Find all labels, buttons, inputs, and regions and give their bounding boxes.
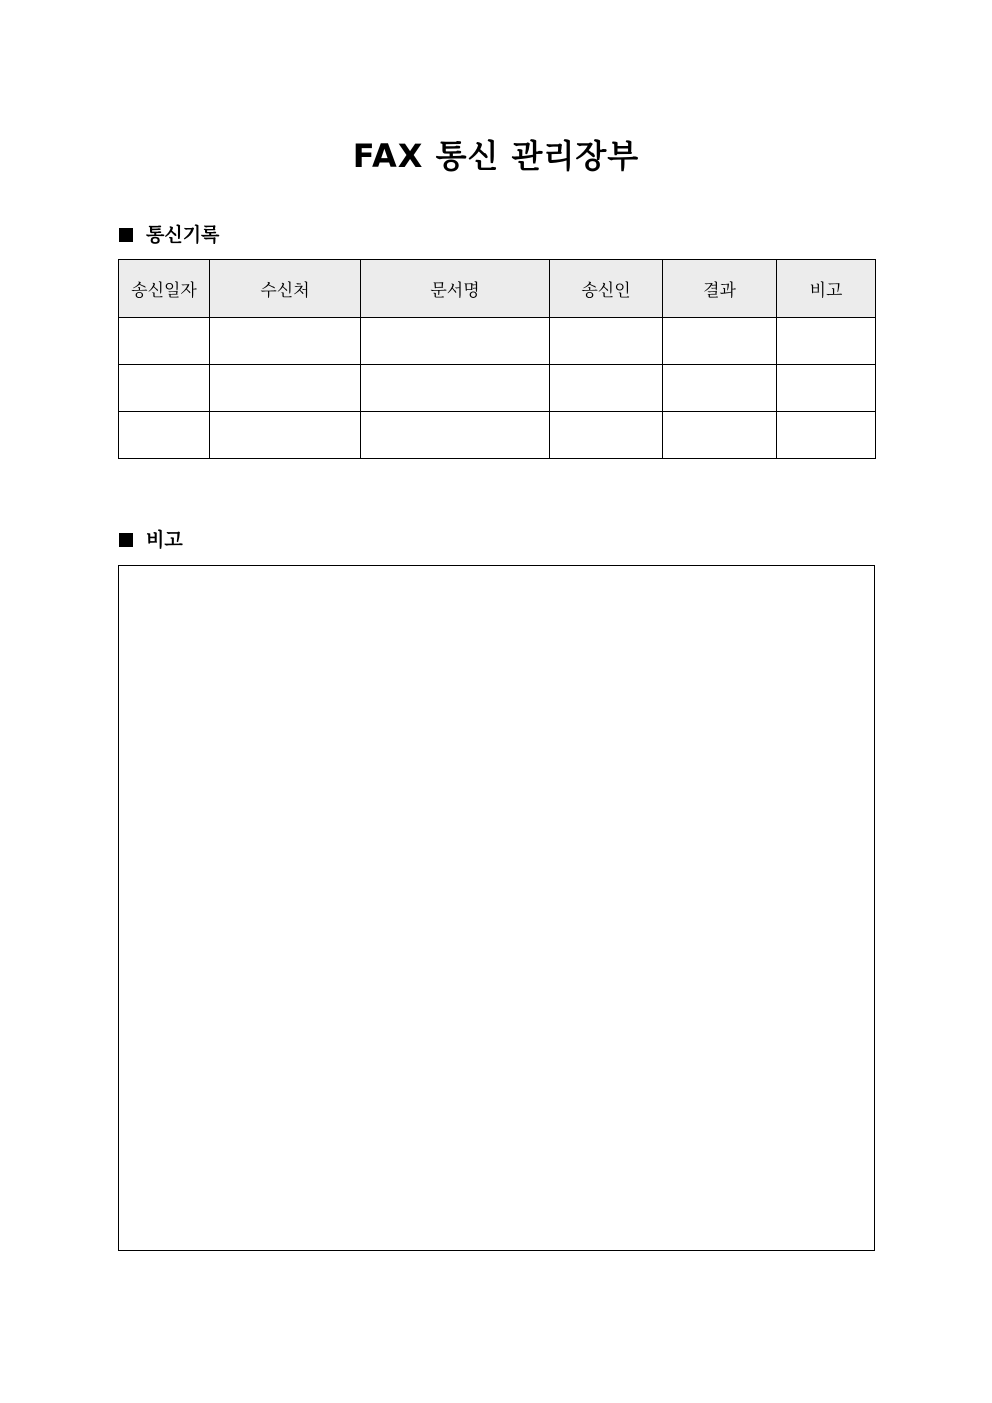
table-cell[interactable]: [663, 318, 777, 365]
table-cell[interactable]: [777, 365, 876, 412]
table-cell[interactable]: [361, 318, 550, 365]
page-title: FAX 통신 관리장부: [352, 137, 640, 175]
notes-box[interactable]: [118, 565, 875, 1251]
column-header-sender: 송신인: [550, 260, 663, 318]
column-header-result: 결과: [663, 260, 777, 318]
column-header-send-date: 송신일자: [119, 260, 210, 318]
table-cell[interactable]: [550, 412, 663, 459]
table-cell[interactable]: [777, 318, 876, 365]
table-cell[interactable]: [777, 412, 876, 459]
table-cell[interactable]: [550, 365, 663, 412]
column-header-recipient: 수신처: [210, 260, 361, 318]
column-header-remarks: 비고: [777, 260, 876, 318]
communication-record-table: [118, 259, 876, 459]
table-header-row: [119, 260, 876, 318]
table-cell[interactable]: [361, 412, 550, 459]
square-bullet-icon: [119, 533, 133, 547]
table-cell[interactable]: [210, 412, 361, 459]
table-cell[interactable]: [119, 318, 210, 365]
table-cell[interactable]: [119, 365, 210, 412]
table-cell[interactable]: [663, 365, 777, 412]
record-section-heading: [119, 222, 219, 248]
table-cell[interactable]: [663, 412, 777, 459]
column-header-document-name: 문서명: [361, 260, 550, 318]
table-cell[interactable]: [210, 318, 361, 365]
table-cell[interactable]: [550, 318, 663, 365]
table-cell[interactable]: [210, 365, 361, 412]
record-section-label: 통신기록: [146, 224, 220, 246]
table-cell[interactable]: [119, 412, 210, 459]
notes-section-label: 비고: [146, 529, 183, 551]
table-cell[interactable]: [361, 365, 550, 412]
table-row: [119, 318, 876, 365]
square-bullet-icon: [119, 228, 133, 242]
notes-section-heading: [119, 527, 183, 553]
table-row: [119, 412, 876, 459]
table-row: [119, 365, 876, 412]
